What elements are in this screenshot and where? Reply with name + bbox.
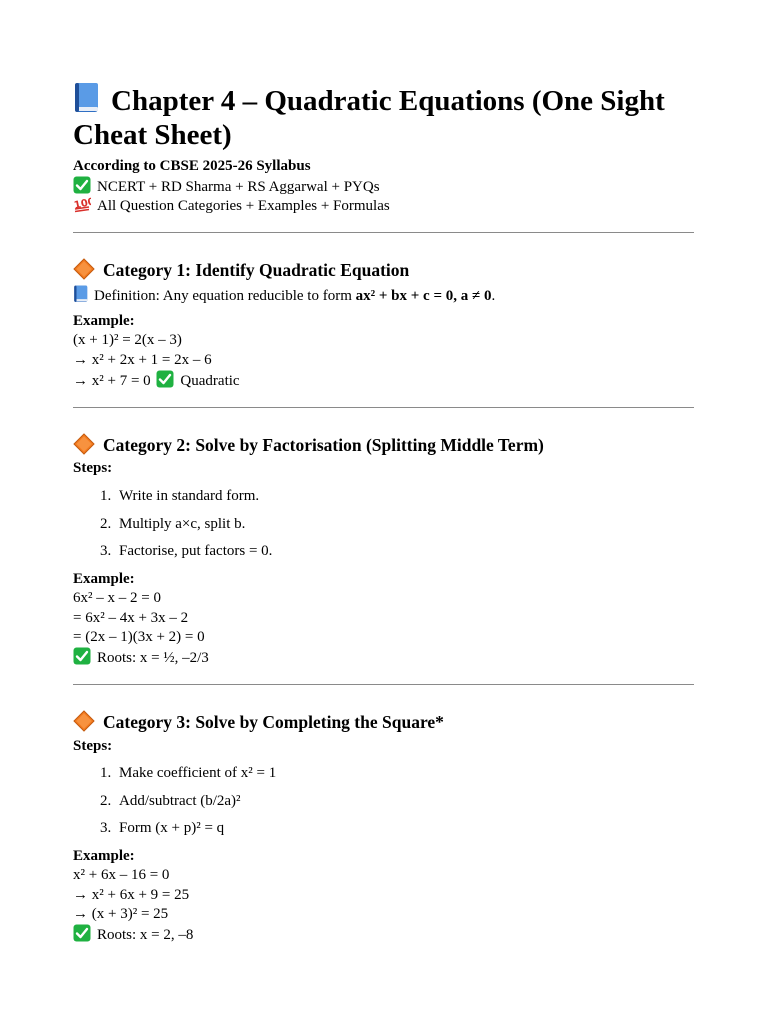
- step-number: 2.: [100, 793, 112, 809]
- category-3-step: [100, 764, 276, 783]
- category-1-example-line: (x + 1)² = 2(x – 3): [73, 332, 182, 348]
- step-number: 3.: [100, 543, 112, 559]
- orange-diamond-icon: [73, 433, 95, 455]
- category-2-result-text: Roots: x = ½, –2/3: [97, 650, 209, 666]
- blue-book-icon: [73, 285, 89, 303]
- category-2-step: [100, 515, 245, 534]
- step-text: Multiply a×c, split b.: [119, 516, 246, 532]
- coverage-text: All Question Categories + Examples + Formulas: [97, 198, 390, 214]
- definition-prefix: Definition: Any equation reducible to form: [94, 288, 356, 304]
- category-3-example-line: x² + 6x – 16 = 0: [73, 867, 170, 883]
- category-1-example-line: → x² + 7 = 0: [73, 373, 151, 389]
- orange-diamond-icon: [73, 258, 95, 280]
- section-divider: [73, 407, 694, 408]
- step-text: Add/subtract (b/2a)²: [119, 793, 241, 809]
- category-1-example-result: [73, 370, 240, 391]
- section-divider: [73, 684, 694, 685]
- step-text: Factorise, put factors = 0.: [119, 543, 273, 559]
- category-2-heading-text: Category 2: Solve by Factorisation (Splitting Middle Term): [103, 435, 544, 455]
- green-check-icon: [73, 176, 91, 194]
- page-title: [73, 82, 694, 152]
- step-text: Write in standard form.: [119, 488, 260, 504]
- category-1-heading-text: Category 1: Identify Quadratic Equation: [103, 260, 410, 280]
- category-3-heading: [73, 710, 444, 733]
- category-1-definition: [73, 285, 495, 306]
- category-3-example-label: Example:: [73, 848, 135, 864]
- category-2-heading: [73, 433, 544, 456]
- category-3-example-line: → x² + 6x + 9 = 25: [73, 887, 190, 903]
- sources-note: [73, 176, 380, 197]
- category-2-step: [100, 487, 259, 506]
- blue-book-icon: [73, 82, 101, 114]
- step-number: 3.: [100, 820, 112, 836]
- category-3-heading-text: Category 3: Solve by Completing the Square*: [103, 712, 444, 732]
- category-3-example-result: [73, 924, 193, 945]
- hundred-points-icon: [73, 195, 91, 213]
- category-2-example-line: = 6x² – 4x + 3x – 2: [73, 610, 189, 626]
- category-1-result-text: Quadratic: [180, 373, 240, 389]
- step-number: 1.: [100, 765, 112, 781]
- category-3-step: [100, 819, 224, 838]
- category-2-example-label: Example:: [73, 571, 135, 587]
- category-3-result-text: Roots: x = 2, –8: [97, 927, 194, 943]
- category-2-example-line: 6x² – x – 2 = 0: [73, 590, 161, 606]
- definition-formula: ax² + bx + c = 0, a ≠ 0: [355, 288, 492, 304]
- green-check-icon: [73, 924, 91, 942]
- category-2-example-line: = (2x – 1)(3x + 2) = 0: [73, 629, 205, 645]
- step-text: Form (x + p)² = q: [119, 820, 225, 836]
- category-1-example-line: → x² + 2x + 1 = 2x – 6: [73, 352, 212, 368]
- section-divider: [73, 232, 694, 233]
- category-1-heading: [73, 258, 409, 281]
- category-2-steps-label: Steps:: [73, 460, 113, 476]
- sources-text: NCERT + RD Sharma + RS Aggarwal + PYQs: [97, 179, 380, 195]
- green-check-icon: [156, 370, 174, 388]
- category-3-step: [100, 792, 241, 811]
- category-1-example-label: Example:: [73, 313, 135, 329]
- orange-diamond-icon: [73, 710, 95, 732]
- green-check-icon: [73, 647, 91, 665]
- category-2-example-result: [73, 647, 209, 668]
- page-title-text: Chapter 4 – Quadratic Equations (One Sight Cheat Sheet): [73, 85, 665, 151]
- step-number: 2.: [100, 516, 112, 532]
- syllabus-note: According to CBSE 2025-26 Syllabus: [73, 158, 311, 174]
- category-3-example-line: → (x + 3)² = 25: [73, 906, 169, 922]
- category-3-steps-label: Steps:: [73, 738, 113, 754]
- definition-suffix: .: [491, 288, 496, 304]
- step-text: Make coefficient of x² = 1: [119, 765, 277, 781]
- category-2-step: [100, 542, 272, 561]
- coverage-note: [73, 195, 390, 216]
- step-number: 1.: [100, 488, 112, 504]
